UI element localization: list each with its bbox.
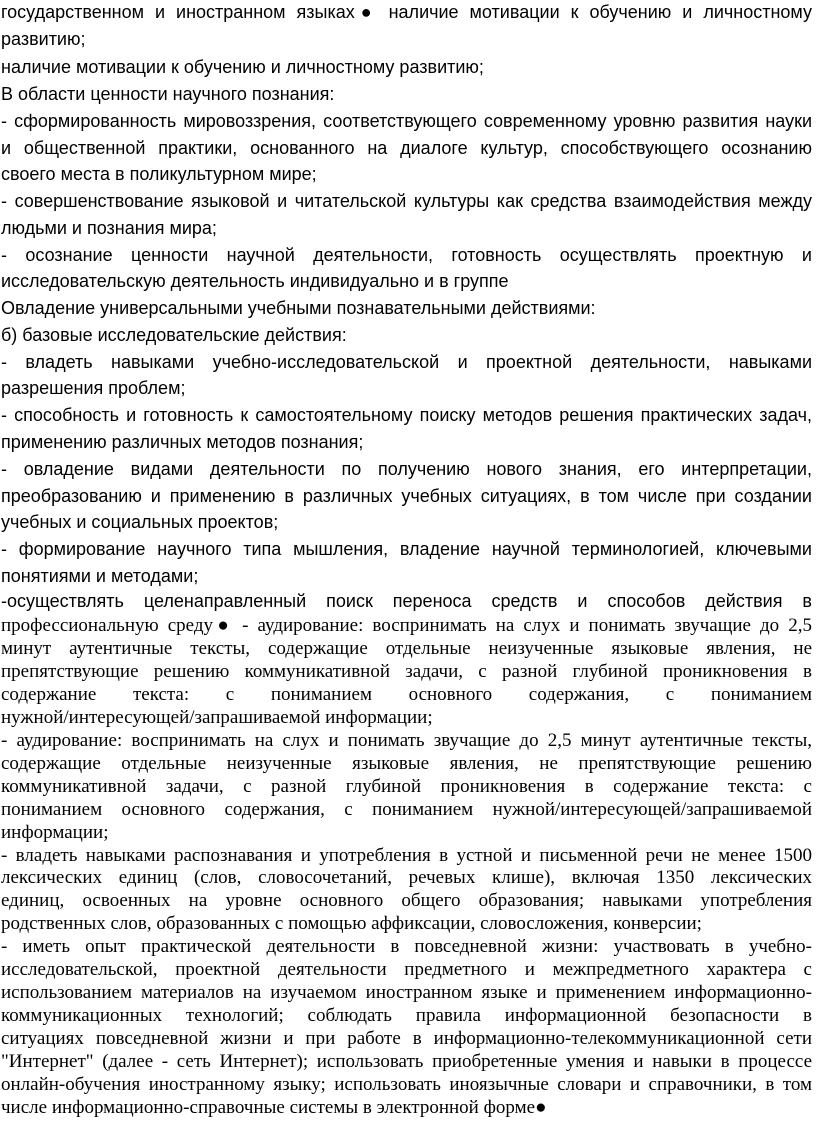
text-line: -осуществлять целенаправленный поиск переноса средств и способов действия в: [1, 591, 812, 611]
text-line: - формирование научного типа мышления, владение научной терминологией, ключевыми: [1, 539, 812, 559]
text-line: людьми и познания мира;: [1, 218, 217, 238]
text-line: содержащие отдельные неизученные языковые явления, не препятствующие решению: [1, 752, 812, 774]
text-line: ситуациях повседневной жизни и при работе в информационно-телекоммуникационной сети: [1, 1028, 812, 1050]
text-line: родственных слов, образованных с помощью аффиксации, словосложения, конверсии;: [1, 913, 702, 935]
section-heading: Овладение универсальными учебными познавательными действиями:: [1, 298, 596, 318]
text-line: минут аутентичные тексты, содержащие отдельные неизученные языковые явления, не: [1, 637, 812, 659]
text-line: разрешения проблем;: [1, 378, 186, 398]
text-line: В области ценности научного познания:: [1, 84, 335, 104]
text-line: исследовательскую деятельность индивидуально и в группе: [1, 271, 509, 291]
text-line: нужной/интересующей/запрашиваемой информации;: [1, 706, 433, 728]
text-line: лексических единиц (слов, словосочетаний, речевых клише), включая 1350 лексических: [1, 867, 812, 889]
text-line: - владеть навыками учебно-исследовательской и проектной деятельности, навыками: [1, 352, 812, 372]
text-line: наличие мотивации к обучению и личностному развитию;: [1, 57, 484, 77]
text-line: развитию;: [1, 29, 86, 49]
text-line: препятствующие решению коммуникативной задачи, с разной глубиной проникновения в: [1, 660, 812, 682]
text-line: - осознание ценности научной деятельности, готовность осуществлять проектную и: [1, 245, 812, 265]
text-line: - иметь опыт практической деятельности в повседневной жизни: участвовать в учебно-: [1, 936, 812, 958]
text-line: профессиональную среду● - аудирование: воспринимать на слух и понимать звучащие до 2,5: [1, 615, 812, 636]
text-line: пониманием основного содержания, с пониманием нужной/интересующей/запрашиваемой: [1, 798, 812, 820]
text-line: своего места в поликультурном мире;: [1, 164, 317, 184]
text-line: преобразованию и применению в различных учебных ситуациях, в том числе при создании: [1, 486, 812, 506]
text-line: единиц, освоенных на уровне основного общего образования; навыками употребления: [1, 890, 812, 912]
text-line: применению различных методов познания;: [1, 432, 364, 452]
text-line: использованием материалов на изучаемом иностранном языке и применением информационно-: [1, 982, 812, 1004]
text-line: - аудирование: воспринимать на слух и понимать звучащие до 2,5 минут аутентичные тексты,: [1, 729, 812, 751]
text-line: информации;: [1, 821, 109, 843]
text-line: исследовательской, проектной деятельности предметного и межпредметного характера с: [1, 959, 812, 981]
text-line: - овладение видами деятельности по получению нового знания, его интерпретации,: [1, 459, 812, 479]
text-line: "Интернет" (далее - сеть Интернет); использовать приобретенные умения и навыки в процессе: [1, 1051, 812, 1073]
text-line: коммуникативной задачи, с разной глубиной проникновения в содержание текста: с: [1, 775, 812, 797]
text-line: коммуникационных технологий; соблюдать правила информационной безопасности в: [1, 1005, 812, 1027]
text-line: содержание текста: с пониманием основного содержания, с пониманием: [1, 683, 812, 705]
text-line: онлайн-обучения иностранному языку; использовать иноязычные словари и справочники, в том: [1, 1074, 812, 1096]
text-line: - совершенствование языковой и читательской культуры как средства взаимодействия между: [1, 191, 812, 211]
text-line: учебных и социальных проектов;: [1, 512, 279, 532]
text-line: - способность и готовность к самостоятельному поиску методов решения практических задач,: [1, 405, 812, 425]
subsection-heading: б) базовые исследовательские действия:: [1, 325, 347, 345]
text-line: - владеть навыками распознавания и употребления в устной и письменной речи не менее 1500: [1, 844, 812, 866]
text-line: - сформированность мировоззрения, соответствующего современному уровню развития науки: [1, 111, 812, 131]
text-line: государственном и иностранном языках● наличие мотивации к обучению и личностному: [1, 2, 812, 22]
text-line: и общественной практики, основанного на диалоге культур, способствующего осознанию: [1, 138, 812, 158]
text-line: числе информационно-справочные системы в электронной форме●: [1, 1097, 547, 1118]
text-line: понятиями и методами;: [1, 566, 199, 586]
